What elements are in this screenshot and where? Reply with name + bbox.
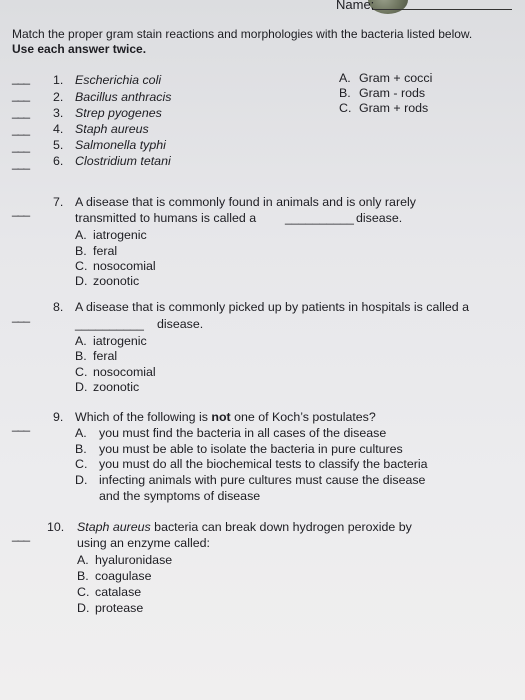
organism-name: Clostridium tetani [75,154,171,168]
organism-name: Escherichia coli [75,73,162,87]
question-number: 7. [53,195,64,209]
answer-blank[interactable]: ___ [12,309,30,323]
option-letter: B. [75,349,87,363]
question-text: disease. [356,211,403,225]
item-number: 5. [53,138,64,152]
answer-choice: Gram - rods [359,86,426,100]
item-number: 1. [53,73,64,87]
answer-letter: A. [339,71,351,85]
option-text: coagulase [95,569,152,583]
option-text: nosocomial [93,365,156,379]
emphasis-not: not [211,410,231,424]
option-letter: D. [75,380,88,394]
option-letter: B. [75,442,87,456]
option-text: feral [93,349,118,363]
instructions-line-2: Use each answer twice. [12,42,147,56]
answer-letter: B. [339,86,351,100]
question-number: 10. [47,520,65,534]
option-letter: C. [75,457,88,471]
item-number: 4. [53,122,64,136]
option-letter: D. [75,274,88,288]
question-text: A disease that is commonly picked up by patients in hospitals is called a [75,300,469,314]
answer-blank[interactable]: ___ [12,418,30,432]
answer-blank[interactable]: ___ [12,88,30,102]
item-number: 3. [53,106,64,120]
answer-choice: Gram + cocci [359,71,433,85]
answer-blank[interactable]: ___ [12,105,30,119]
answer-letter: C. [339,101,352,115]
option-letter: A. [75,228,87,242]
answer-blank[interactable]: ___ [12,528,30,542]
option-letter: C. [77,585,90,599]
option-text: zoonotic [93,380,140,394]
organism-name: Bacillus anthracis [75,90,172,104]
option-text: you must find the bacteria in all cases of the disease [99,426,387,440]
option-text: you must do all the biochemical tests to classify the bacteria [99,457,428,471]
question-text-part: Which of the following is [75,410,208,424]
question-text: disease. [157,317,204,331]
option-letter: A. [77,553,89,567]
fill-blank[interactable]: __________ [75,317,144,331]
answer-blank[interactable]: ___ [12,156,30,170]
name-line [372,9,512,10]
answer-blank[interactable]: ___ [12,71,30,85]
name-label: Name: [336,0,375,12]
item-number: 2. [53,90,64,104]
option-letter: B. [77,569,89,583]
option-letter: A. [75,334,87,348]
question-text: using an enzyme called: [77,536,210,550]
organism-name: Salmonella typhi [75,138,166,152]
option-letter: B. [75,244,87,258]
option-text: zoonotic [93,274,140,288]
option-text: feral [93,244,118,258]
question-text [75,410,376,424]
answer-choice: Gram + rods [359,101,429,115]
fill-blank[interactable]: __________ [285,211,354,225]
answer-blank[interactable]: ___ [12,139,30,153]
organism-name: Strep pyogenes [75,106,162,120]
option-text: nosocomial [93,259,156,273]
option-letter: A. [75,426,87,440]
question-text [77,520,412,534]
option-text-continued: and the symptoms of disease [99,489,261,503]
option-text: protease [95,601,144,615]
answer-blank[interactable]: ___ [12,203,30,217]
answer-blank[interactable]: ___ [12,122,30,136]
option-text: you must be able to isolate the bacteria in pure cultures [99,442,403,456]
instructions-line-1: Match the proper gram stain reactions and morphologies with the bacteria listed below. [12,27,473,41]
option-letter: C. [75,365,88,379]
organism-name: Staph aureus [75,122,149,136]
option-text: catalase [95,585,142,599]
organism-name: Staph aureus [77,520,151,534]
question-number: 9. [53,410,64,424]
item-number: 6. [53,154,64,168]
option-letter: D. [77,601,90,615]
option-text: iatrogenic [93,228,147,242]
question-number: 8. [53,300,64,314]
question-text: A disease that is commonly found in animals and is only rarely [75,195,416,209]
option-text: hyaluronidase [95,553,173,567]
option-text: iatrogenic [93,334,147,348]
option-letter: D. [75,473,88,487]
question-text-part: bacteria can break down hydrogen peroxide by [154,520,412,534]
question-text: transmitted to humans is called a [75,211,257,225]
question-text-part: one of Koch’s postulates? [234,410,376,424]
option-letter: C. [75,259,88,273]
option-text: infecting animals with pure cultures must cause the disease [99,473,426,487]
